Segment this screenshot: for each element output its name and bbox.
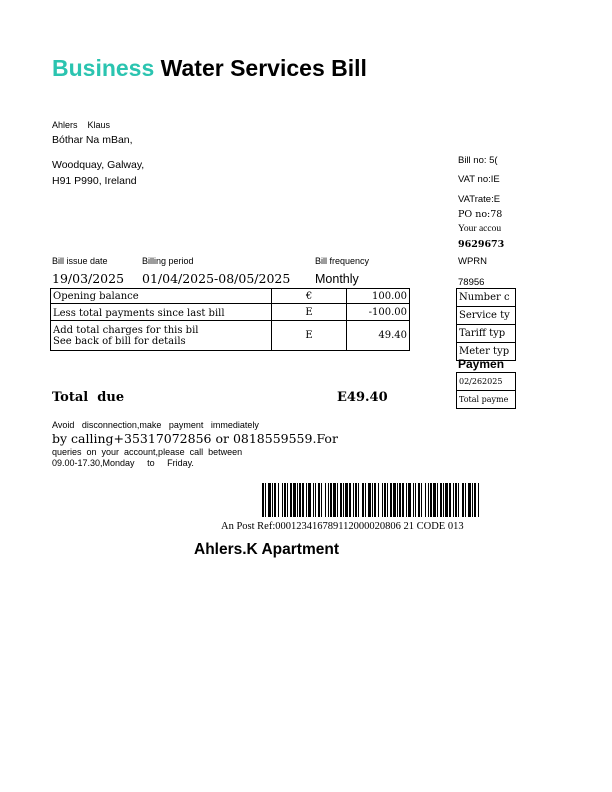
vat-number: VAT no:IE bbox=[458, 174, 500, 185]
charge-currency: € bbox=[272, 289, 347, 304]
wprn-label: WPRN bbox=[458, 256, 488, 267]
barcode-bar bbox=[458, 483, 459, 517]
barcode-bar bbox=[313, 483, 314, 517]
barcode-bar bbox=[449, 483, 451, 517]
barcode-bar bbox=[278, 483, 279, 517]
barcode-bar bbox=[472, 483, 473, 517]
table-cell: Service ty bbox=[457, 307, 516, 325]
charge-amount: -100.00 bbox=[347, 304, 410, 321]
barcode-bar bbox=[287, 483, 288, 517]
charge-amount: 100.00 bbox=[347, 289, 410, 304]
barcode-bar bbox=[397, 483, 398, 517]
barcode-bar bbox=[418, 483, 420, 517]
payments-heading: Paymen bbox=[458, 357, 505, 371]
bill-frequency-value: Monthly bbox=[315, 272, 359, 286]
notice-line-4: 09.00-17.30,Monday to Friday. bbox=[52, 458, 194, 468]
barcode-bar bbox=[315, 483, 316, 517]
barcode-bar bbox=[390, 483, 392, 517]
bill-number: Bill no: 5( bbox=[458, 155, 498, 166]
charge-description-line-2: See back of bill for details bbox=[53, 335, 186, 347]
barcode-bar bbox=[282, 483, 283, 517]
po-number: PO no:78 bbox=[458, 209, 503, 220]
barcode-bar bbox=[262, 483, 264, 517]
charge-description: Opening balance bbox=[51, 289, 272, 304]
barcode-bar bbox=[318, 483, 320, 517]
barcode-bar bbox=[355, 483, 357, 517]
barcode-bar bbox=[362, 483, 364, 517]
vat-rate: VATrate:E bbox=[458, 194, 501, 205]
barcode-bar bbox=[293, 483, 296, 517]
barcode-bar bbox=[421, 483, 422, 517]
customer-surname: Ahlers bbox=[52, 120, 78, 130]
barcode-bar bbox=[430, 483, 432, 517]
barcode-bar bbox=[337, 483, 338, 517]
barcode-bar bbox=[445, 483, 448, 517]
barcode-bar bbox=[302, 483, 304, 517]
barcode-bar bbox=[402, 483, 404, 517]
issue-date-label: Bill issue date bbox=[52, 256, 108, 266]
billing-period-label: Billing period bbox=[142, 256, 194, 266]
charges-table bbox=[50, 288, 410, 351]
charge-description: Less total payments since last bill bbox=[51, 304, 272, 321]
barcode-bar bbox=[368, 483, 371, 517]
payments-table bbox=[456, 372, 516, 409]
barcode-bar bbox=[440, 483, 442, 517]
table-row bbox=[457, 307, 516, 325]
barcode bbox=[262, 483, 482, 517]
barcode-bar bbox=[378, 483, 379, 517]
barcode-bar bbox=[382, 483, 383, 517]
billing-period-value: 01/04/2025-08/05/2025 bbox=[142, 271, 291, 286]
table-cell: Tariff typ bbox=[457, 325, 516, 343]
barcode-bar bbox=[453, 483, 454, 517]
barcode-bar bbox=[437, 483, 438, 517]
wprn-value: 78956 bbox=[458, 277, 485, 288]
table-row bbox=[457, 325, 516, 343]
barcode-bar bbox=[433, 483, 436, 517]
address-line-1: Bóthar Na mBan, bbox=[52, 134, 133, 146]
customer-name bbox=[52, 120, 110, 130]
barcode-bar bbox=[353, 483, 354, 517]
barcode-bar bbox=[358, 483, 359, 517]
title-accent: Business bbox=[52, 55, 155, 81]
footer-name: Ahlers.K Apartment bbox=[194, 541, 339, 558]
barcode-bar bbox=[428, 483, 429, 517]
barcode-bar bbox=[340, 483, 342, 517]
barcode-bar bbox=[365, 483, 366, 517]
barcode-bar bbox=[272, 483, 273, 517]
barcode-reference: An Post Ref:000123416789112000020806 21 CODE 013 bbox=[221, 521, 464, 532]
service-details-table bbox=[456, 288, 516, 361]
charge-amount: 49.40 bbox=[347, 321, 410, 351]
barcode-bar bbox=[443, 483, 444, 517]
barcode-bar bbox=[297, 483, 298, 517]
barcode-bar bbox=[268, 483, 271, 517]
account-value: 9629673 bbox=[458, 239, 505, 250]
barcode-bar bbox=[349, 483, 351, 517]
table-cell: Total payme bbox=[457, 391, 516, 409]
barcode-bar bbox=[372, 483, 373, 517]
charge-currency: E bbox=[272, 321, 347, 351]
barcode-bar bbox=[308, 483, 311, 517]
barcode-bar bbox=[474, 483, 476, 517]
title-rest: Water Services Bill bbox=[160, 55, 367, 81]
issue-date-value: 19/03/2025 bbox=[52, 271, 125, 286]
barcode-bar bbox=[399, 483, 401, 517]
charge-description bbox=[51, 321, 272, 351]
barcode-bar bbox=[413, 483, 414, 517]
barcode-bar bbox=[325, 483, 326, 517]
barcode-bar bbox=[284, 483, 286, 517]
barcode-bar bbox=[328, 483, 329, 517]
barcode-bar bbox=[321, 483, 322, 517]
notice-line-2: by calling+35317072856 or 0818559559.For bbox=[52, 431, 338, 446]
charge-description-line-1: Add total charges for this bil bbox=[53, 324, 199, 336]
barcode-bar bbox=[290, 483, 292, 517]
table-row bbox=[457, 391, 516, 409]
table-cell: 02/262025 bbox=[457, 373, 516, 391]
barcode-bar bbox=[468, 483, 471, 517]
table-row bbox=[457, 289, 516, 307]
table-row bbox=[51, 289, 410, 304]
address-line-2: Woodquay, Galway, bbox=[52, 159, 145, 171]
customer-first-name: Klaus bbox=[87, 120, 111, 130]
notice-line-1: Avoid disconnection,make payment immediately bbox=[52, 420, 259, 430]
barcode-bar bbox=[374, 483, 376, 517]
table-cell: Number c bbox=[457, 289, 516, 307]
table-row bbox=[51, 304, 410, 321]
barcode-bar bbox=[306, 483, 307, 517]
account-label: Your accou bbox=[458, 224, 502, 234]
barcode-bar bbox=[415, 483, 416, 517]
barcode-bar bbox=[393, 483, 396, 517]
barcode-bar bbox=[406, 483, 407, 517]
barcode-bar bbox=[274, 483, 276, 517]
bill-title bbox=[52, 55, 367, 82]
barcode-bar bbox=[465, 483, 466, 517]
barcode-bar bbox=[478, 483, 479, 517]
barcode-bar bbox=[384, 483, 386, 517]
barcode-bar bbox=[333, 483, 336, 517]
barcode-bar bbox=[455, 483, 457, 517]
barcode-bar bbox=[343, 483, 344, 517]
bill-frequency-label: Bill frequency bbox=[315, 256, 370, 266]
table-row bbox=[51, 321, 410, 351]
address-line-3: H91 P990, Ireland bbox=[52, 175, 137, 187]
total-due-value: E49.40 bbox=[337, 390, 388, 405]
barcode-bar bbox=[330, 483, 332, 517]
barcode-bar bbox=[345, 483, 348, 517]
notice-line-3: queries on your account,please call between bbox=[52, 447, 243, 457]
barcode-bar bbox=[387, 483, 388, 517]
barcode-bar bbox=[462, 483, 464, 517]
table-row bbox=[457, 373, 516, 391]
total-due-label: Total due bbox=[52, 390, 125, 405]
barcode-bar bbox=[425, 483, 426, 517]
table-cell: Meter typ bbox=[457, 343, 516, 361]
charge-currency: E bbox=[272, 304, 347, 321]
barcode-bar bbox=[408, 483, 411, 517]
barcode-bar bbox=[265, 483, 266, 517]
barcode-bar bbox=[299, 483, 301, 517]
